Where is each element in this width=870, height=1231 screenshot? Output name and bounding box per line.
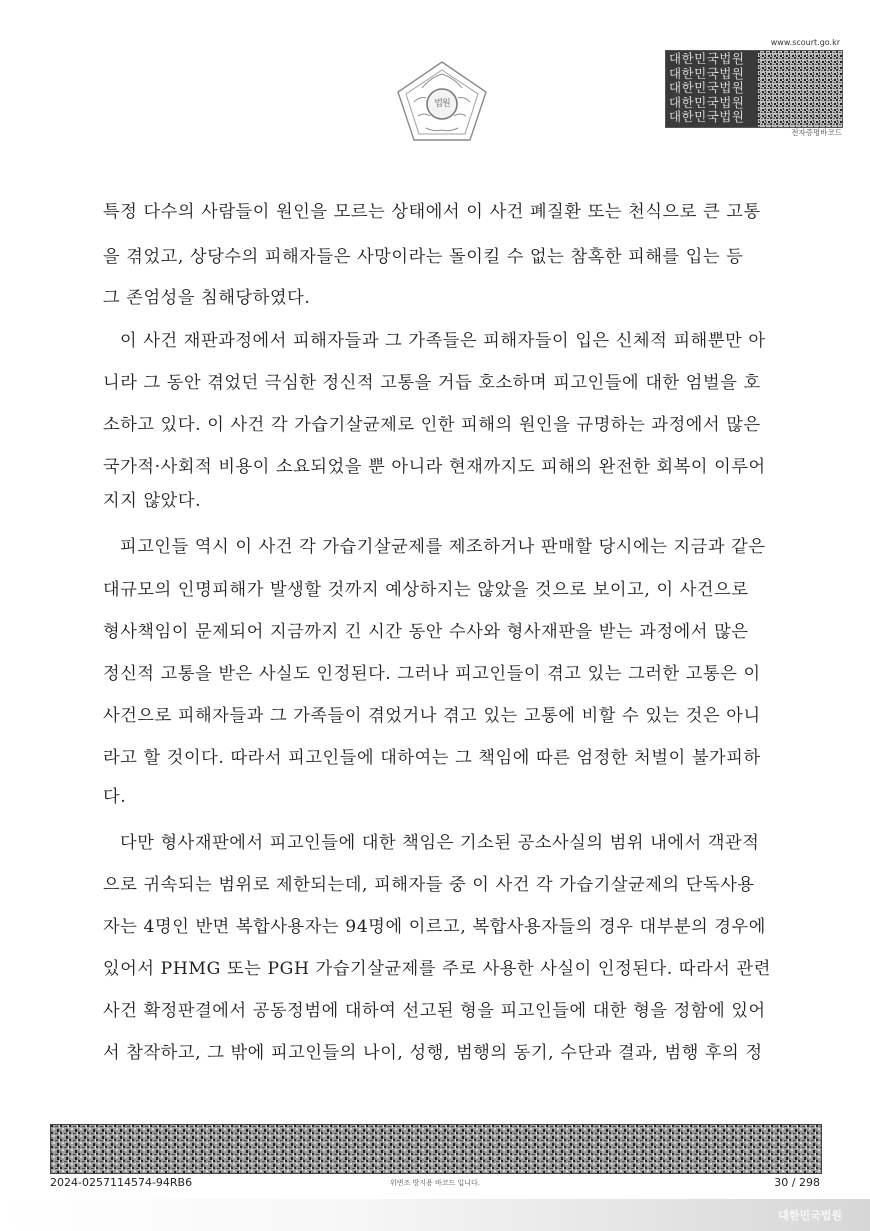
stamp-line: 대한민국법원 <box>669 94 745 110</box>
text-line: 대규모의 인명피해가 발생할 것까지 예상하지는 않았을 것으로 보이고, 이 사건으로 <box>103 580 749 600</box>
text-line: 라고 할 것이다. 따라서 피고인들에 대하여는 그 책임에 따른 엄정한 처벌이 불가피하 <box>103 748 761 768</box>
text-line: 사건 확정판결에서 공동정범에 대하여 선고된 형을 피고인들에 대한 형을 정함에 있어 <box>103 1001 766 1021</box>
court-watermark: 대한민국법원 <box>778 1209 842 1222</box>
stamp-caption: 전자증명바코드 <box>791 128 842 137</box>
text-line: 사건으로 피해자들과 그 가족들이 겪었거나 겪고 있는 고통에 비할 수 있는 것은 아니 <box>103 706 761 726</box>
barcode-note: 위변조 방지용 바코드 입니다. <box>389 1179 481 1187</box>
site-url: www.scourt.go.kr <box>770 38 840 47</box>
paragraph-start-line: 피고인들 역시 이 사건 각 가습기살균제를 제조하거나 판매할 당시에는 지금과 같은 <box>120 537 766 557</box>
text-line: 형사책임이 문제되어 지금까지 긴 시간 동안 수사와 형사재판을 받는 과정에서 많은 <box>103 622 749 642</box>
stamp-line: 대한민국법원 <box>669 51 745 66</box>
text-line: 으로 귀속되는 범위로 제한되는데, 피해자들 중 이 사건 각 가습기살균제의 단독사용 <box>103 875 755 895</box>
anti-forgery-barcode-icon <box>50 1124 822 1174</box>
stamp-line: 대한민국법원 <box>669 109 745 125</box>
text-line: 소하고 있다. 이 사건 각 가습기살균제로 인한 피해의 원인을 규명하는 과정에서 많은 <box>103 415 761 435</box>
text-line: 자는 4명인 반면 복합사용자는 94명에 이르고, 복합사용자들의 경우 대부분의 경우에 <box>103 917 766 937</box>
paragraph-start-line: 이 사건 재판과정에서 피해자들과 그 가족들은 피해자들이 입은 신체적 피해뿐만 아 <box>120 331 766 351</box>
emblem-label: 법원 <box>434 99 450 109</box>
bottom-band <box>0 1199 870 1231</box>
text-line: 국가적·사회적 비용이 소요되었을 뿐 아니라 현재까지도 피해의 완전한 회복이 이루어 <box>103 457 766 477</box>
text-line: 그 존엄성을 침해당하였다. <box>103 288 311 308</box>
text-line: 니라 그 동안 겪었던 극심한 정신적 고통을 거듭 호소하며 피고인들에 대한 엄벌을 호 <box>103 373 761 393</box>
text-line: 을 겪었고, 상당수의 피해자들은 사망이라는 돌이킬 수 없는 참혹한 피해를 입는 등 <box>103 247 744 267</box>
text-line: 서 참작하고, 그 밖에 피고인들의 나이, 성행, 범행의 동기, 수단과 결과, 범행 후의 정 <box>103 1043 763 1063</box>
text-line: 정신적 고통을 받은 사실도 인정된다. 그러나 피고인들이 겪고 있는 그러한 고통은 이 <box>103 664 761 684</box>
text-line: 있어서 PHMG 또는 PGH 가습기살균제를 주로 사용한 사실이 인정된다. 따라서 관련 <box>103 959 771 979</box>
stamp-line: 대한민국법원 <box>669 80 745 96</box>
stamp-line: 대한민국법원 <box>669 65 745 81</box>
text-line: 지지 않았다. <box>103 491 202 511</box>
text-line: 특정 다수의 사람들이 원인을 모르는 상태에서 이 사건 폐질환 또는 천식으로 큰 고통 <box>103 202 761 222</box>
page-number: 30 / 298 <box>774 1176 820 1189</box>
document-id: 2024-0257114574-94RB6 <box>50 1176 193 1189</box>
paragraph-start-line: 다만 형사재판에서 피고인들에 대한 책임은 기소된 공소사실의 범위 내에서 객관적 <box>120 833 760 853</box>
text-line: 다. <box>103 787 127 807</box>
